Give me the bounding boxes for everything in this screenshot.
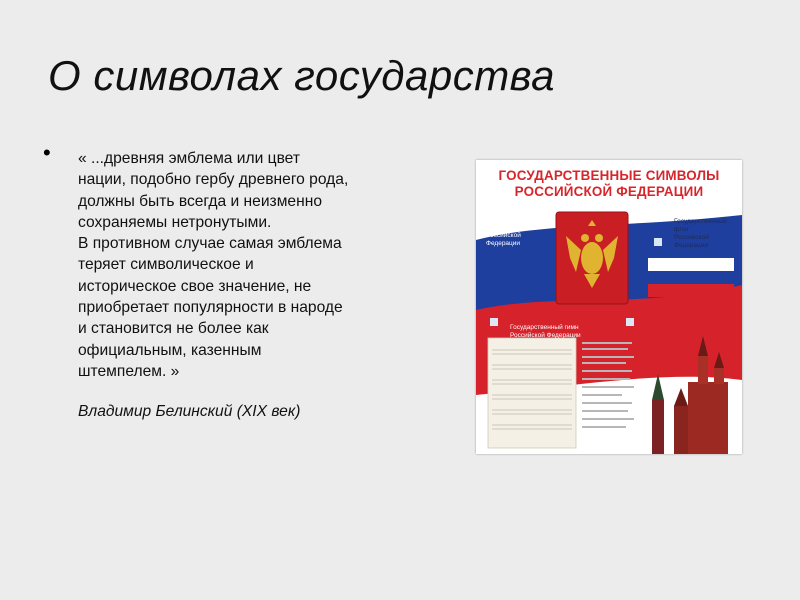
poster-anthem-sheet xyxy=(488,338,576,448)
slide-title: О символах государства xyxy=(48,52,556,99)
poster-flag xyxy=(648,258,734,297)
bullet-icon: • xyxy=(43,140,51,165)
poster-flag-label: Государственный флаг Российской Федерации xyxy=(674,218,727,249)
poster-anthem-label: Государственный гимн Российской Федерации xyxy=(510,324,581,339)
quote-text: « ...древняя эмблема или цвет нации, подобно гербу древнего рода, должны быть всегда и неизменно сохраняемы нетронутыми. В противном случае самая эмблема теряет символическое и историческое свое значение, не приобретает популярности в народе и становится не более как официальным, казенным штемпелем. » xyxy=(78,150,349,380)
poster-title: ГОСУДАРСТВЕННЫЕ СИМВОЛЫ РОССИЙСКОЙ ФЕДЕРАЦИИ xyxy=(498,168,720,199)
state-symbols-poster xyxy=(476,160,742,454)
quote-author: Владимир Белинский (XIX век) xyxy=(78,403,301,420)
poster-artwork xyxy=(476,160,742,454)
poster-emblem-label: Государственный герб Российской Федерации xyxy=(486,216,539,247)
